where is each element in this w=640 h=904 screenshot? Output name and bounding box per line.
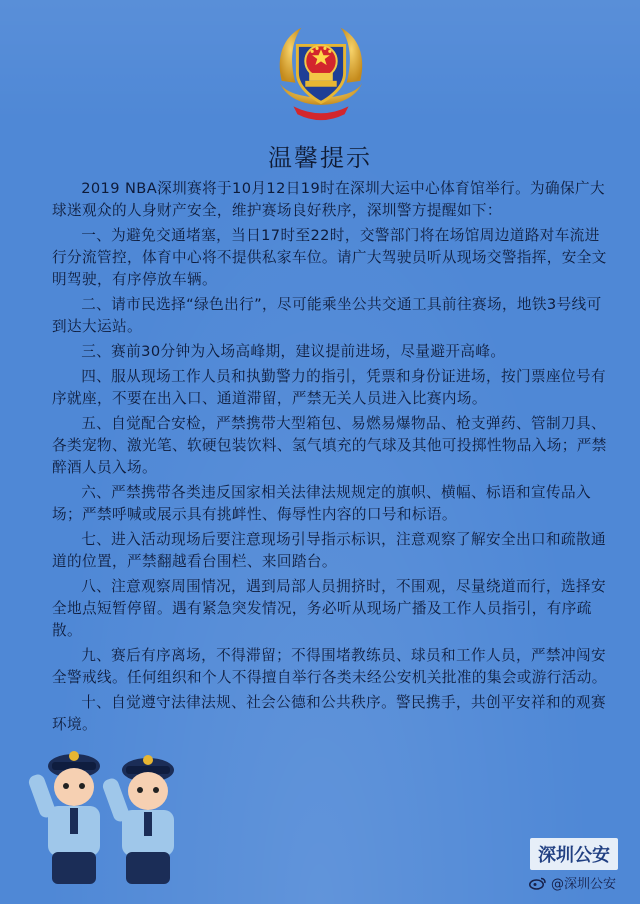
item-paragraph-4: 四、服从现场工作人员和执勤警力的指引，凭票和身份证进场，按门票座位号有序就座，不要在出入口、通道滞留，严禁无关人员进入比赛内场。 [52,368,606,407]
item-paragraph-6: 六、严禁携带各类违反国家相关法律法规规定的旗帜、横幅、标语和宣传品入场；严禁呼喊或展示具有挑衅性、侮辱性内容的口号和标语。 [52,484,591,523]
item-paragraph-3: 三、赛前30分钟为入场高峰期，建议提前进场，尽量避开高峰。 [81,343,506,360]
intro-paragraph: 2019 NBA深圳赛将于10月12日19时在深圳大运中心体育馆举行。为确保广大球迷观众的人身财产安全，维护赛场良好秩序，深圳警方提醒如下： [52,180,606,219]
item-paragraph-5: 五、自觉配合安检，严禁携带大型箱包、易燃易爆物品、枪支弹药、管制刀具、各类宠物、激光笔、软硬包装饮料、氢气填充的气球及其他可投掷性物品入场；严禁醉酒人员入场。 [52,415,607,476]
notice-content [52,178,612,739]
item-paragraph-9: 九、赛后有序离场，不得滞留；不得围堵教练员、球员和工作人员，严禁冲闯安全警戒线。任何组织和个人不得擅自举行各类未经公安机关批准的集会或游行活动。 [52,647,607,686]
item-paragraph-7: 七、进入活动现场后要注意现场引导指示标识，注意观察了解安全出口和疏散通道的位置，严禁翻越看台围栏、来回踏台。 [52,531,606,570]
weibo-handle: @深圳公安 [550,877,616,892]
item-paragraph-2: 二、请市民选择“绿色出行”，尽可能乘坐公共交通工具前往赛场，地铁3号线可到达大运站。 [52,296,602,335]
item-paragraph-8: 八、注意观察周围情况，遇到局部人员拥挤时，不围观，尽量绕道而行，选择安全地点短暂停留。遇有紧急突发情况，务必听从现场广播及工作人员指引，有序疏散。 [52,578,606,639]
police-officers-illustration [26,732,196,892]
weibo-icon [529,876,547,890]
shenzhen-police-logo: 深圳公安 [530,838,618,870]
officer-1 [27,751,100,884]
item-paragraph-1: 一、为避免交通堵塞，当日17时至22时，交警部门将在场馆周边道路对车流进行分流管控，体育中心将不提供私家车位。请广大驾驶员听从现场交警指挥，安全文明驾驶，有序停放车辆。 [52,227,607,288]
weibo-watermark [529,873,616,892]
police-emblem-icon [262,12,380,130]
item-paragraph-10: 十、自觉遵守法律法规、社会公德和公共秩序。警民携手，共创平安祥和的观赛环境。 [52,694,606,733]
page-title: 温馨提示 [268,144,372,172]
officer-2 [101,755,174,884]
